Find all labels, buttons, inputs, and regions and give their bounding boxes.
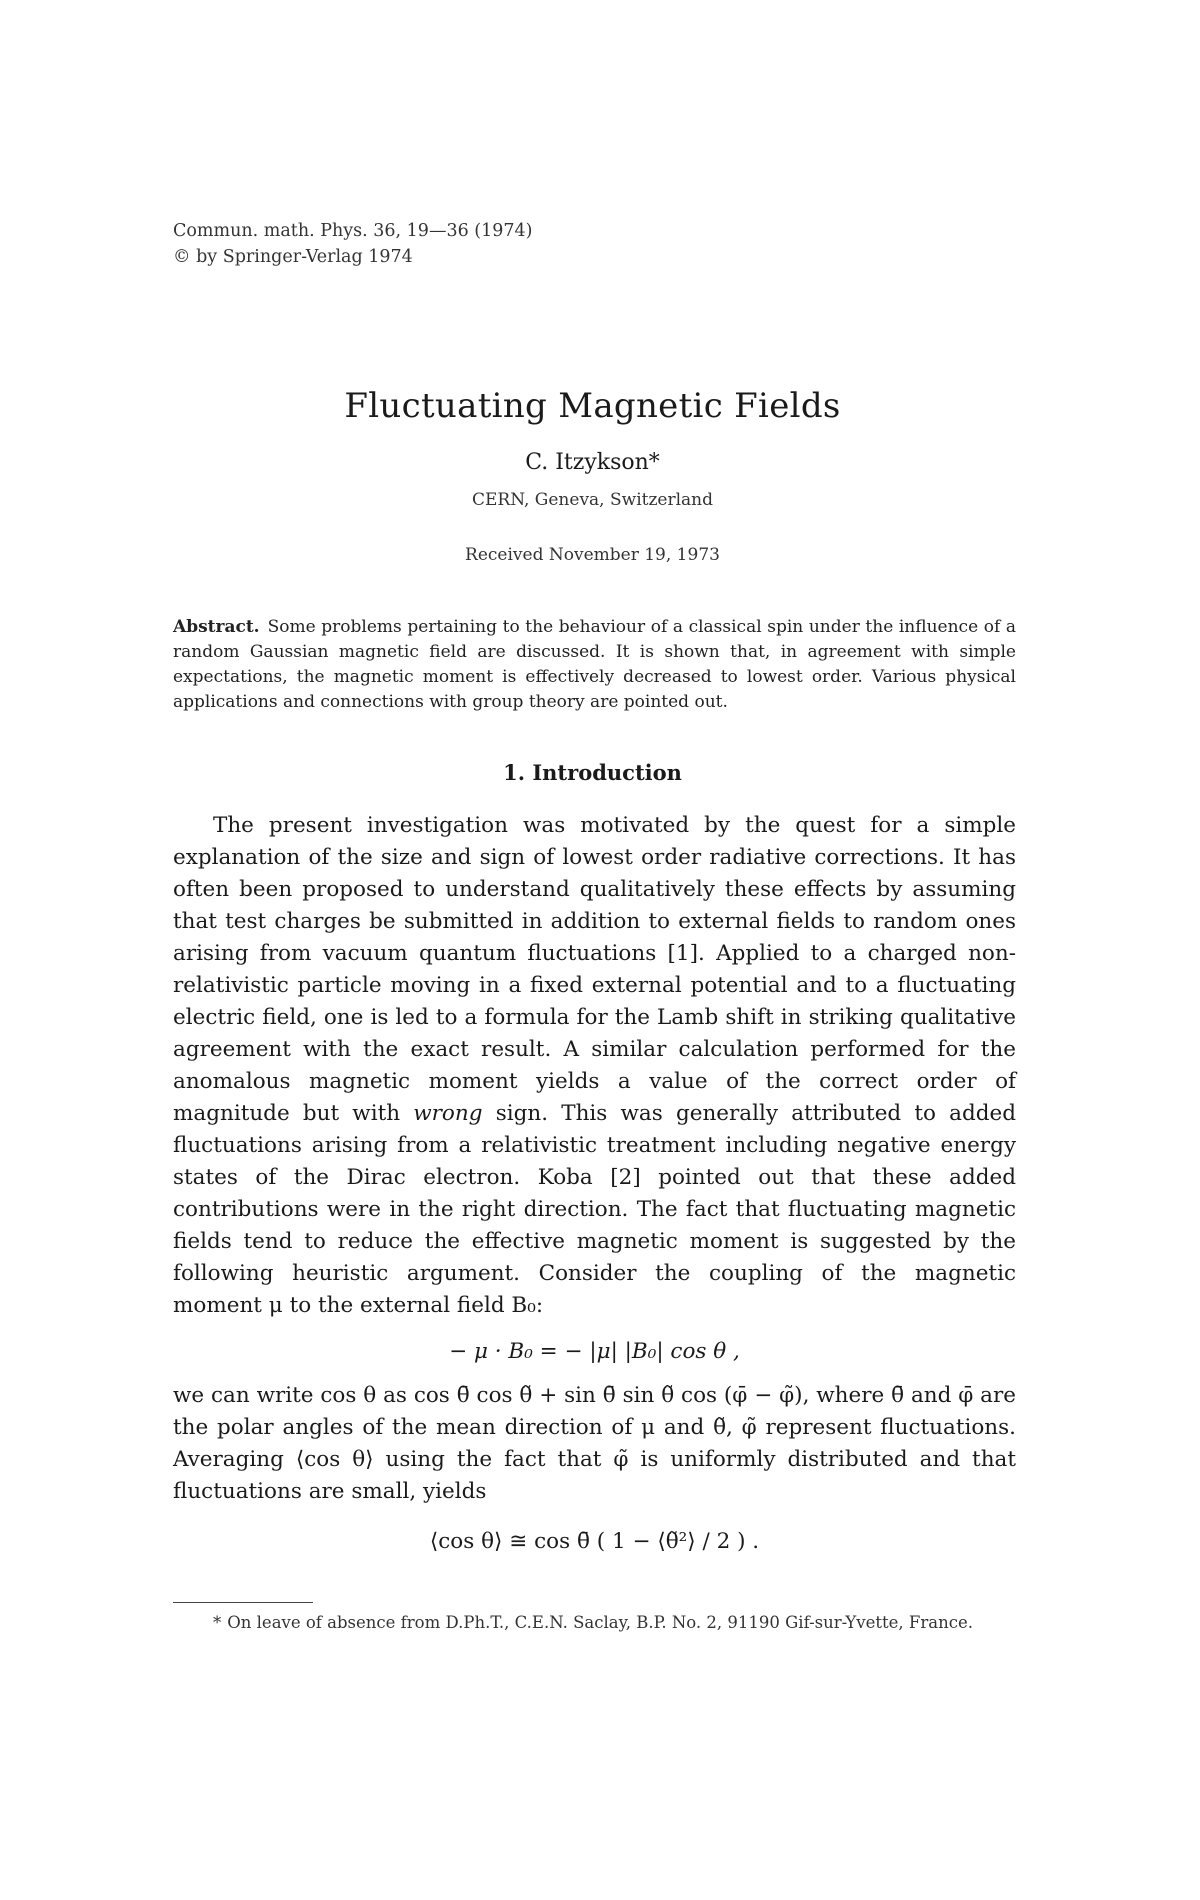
- section-heading: [0, 760, 1185, 785]
- equation-1: − μ · B₀ = − |μ| |B₀| cos θ ,: [449, 1339, 740, 1364]
- paragraph-2: we can write cos θ as cos θ̄ cos θ̃ + sin θ̄ sin θ̃ cos (φ̄ − φ̃), where θ̄ and φ̄ are the polar angles of the mean direction of μ and θ̃, φ̃ represent fluctuations. Averaging ⟨cos θ⟩ using the fact that φ̃ is uniformly distributed and that fluctuations are small, yields: [173, 1383, 1016, 1504]
- section-number: 1.: [503, 760, 526, 785]
- author-name: C. Itzykson*: [525, 450, 660, 475]
- author-affiliation: CERN, Geneva, Switzerland: [471, 490, 714, 510]
- footnote-text: On leave of absence from D.Ph.T., C.E.N. Saclay, B.P. No. 2, 91190 Gif-sur-Yvette, France.: [227, 1613, 973, 1632]
- footnote-divider: [173, 1602, 313, 1603]
- abstract-label: Abstract.: [173, 617, 260, 637]
- journal-header: [173, 218, 532, 270]
- emphasis-wrong: wrong: [413, 1101, 483, 1126]
- abstract: [173, 615, 1016, 715]
- paper-title: Fluctuating Magnetic Fields: [344, 386, 841, 426]
- body-text: [173, 810, 1016, 1558]
- equation-2: ⟨cos θ⟩ ≅ cos θ̄ ( 1 − ⟨θ̃²⟩ / 2 ) .: [429, 1529, 760, 1554]
- footnote-symbol: *: [213, 1613, 222, 1632]
- footnote: [173, 1610, 1016, 1636]
- abstract-text: Some problems pertaining to the behaviour of a classical spin under the influence of a random Gaussian magnetic field are discussed. It is shown that, in agreement with simple expectations, the magnetic moment is effectively decreased to lowest order. Various physical applications and connections with group theory are pointed out.: [173, 617, 1016, 712]
- journal-citation: Commun. math. Phys. 36, 19—36 (1974): [173, 221, 533, 241]
- section-title: Introduction: [532, 760, 682, 785]
- paragraph-1: The present investigation was motivated by the quest for a simple explanation of the size and sign of lowest order radiative corrections. It has often been proposed to understand qualitatively these effects by assuming that test charges be submitted in addition to external fields to random ones arising from vacuum quantum fluctuations [1]. Applied to a charged non-relativistic particle moving in a fixed external potential and to a fluctuating electric field, one is led to a formula for the Lamb shift in striking qualitative agreement with the exact result. A similar calculation performed for the anomalous magnetic moment yields a value of the correct order of magnitude but with wrong sign. This was generally attributed to added fluctuations arising from a relativistic treatment including negative energy states of the Dirac electron. Koba [2] pointed out that these added contributions were in the right direction. The fact that fluctuating magnetic fields tend to reduce the effective magnetic moment is suggested by the following heuristic argument. Consider the coupling of the magnetic moment μ to the external field B₀:: [173, 813, 1016, 1318]
- copyright-line: © by Springer-Verlag 1974: [173, 247, 413, 267]
- received-date: Received November 19, 1973: [465, 545, 720, 565]
